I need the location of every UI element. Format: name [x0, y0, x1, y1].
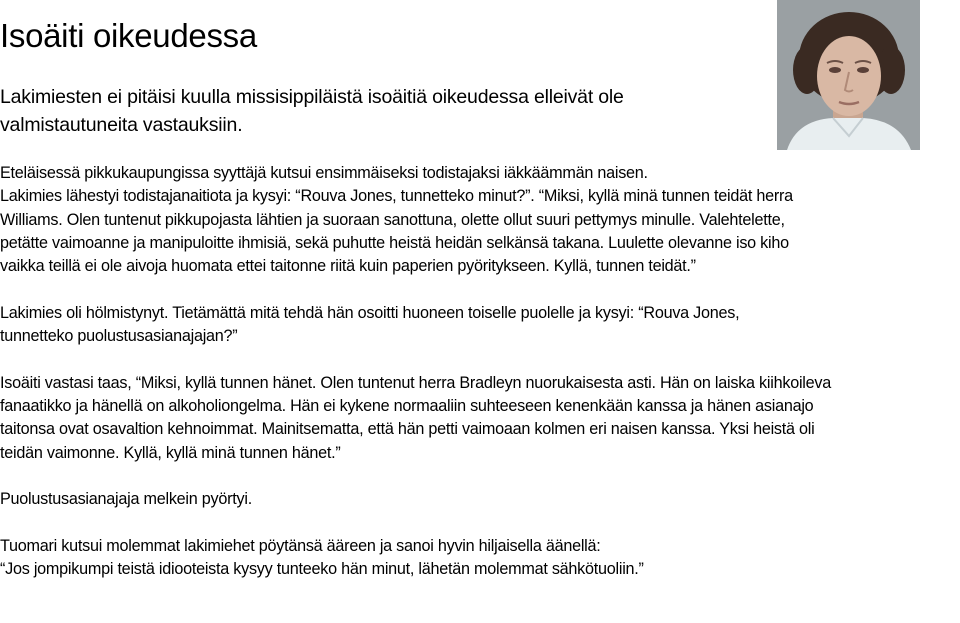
story-body: [0, 162, 958, 605]
text-line: Lakimies oli hölmistynyt. Tietämättä mitä tehdä hän osoitti huoneen toiselle puolelle ja kysyi: “Rouva Jones,: [0, 303, 740, 322]
text-line: Williams. Olen tuntenut pikkupojasta lähtien ja suoraan sanottuna, olette ollut suuri pettymys minulle. Valehtelette,: [0, 210, 785, 229]
paragraph-intro: [0, 162, 958, 278]
grandmother-portrait-illustration: [777, 0, 920, 150]
text-line: Tuomari kutsui molemmat lakimiehet pöytänsä ääreen ja sanoi hyvin hiljaisella äänellä:: [0, 536, 601, 555]
text-line: “Jos jompikumpi teistä idiooteista kysyy tunteeko hän minut, lähetän molemmat sähkötuoliin.”: [0, 560, 644, 579]
grandmother-photo: [777, 0, 920, 150]
page-title: Isoäiti oikeudessa: [0, 17, 257, 54]
text-line: tunnetteko puolustusasianajajan?”: [0, 327, 238, 346]
paragraph-judge: [0, 535, 958, 582]
text-line: vaikka teillä ei ole aivoja huomata ettei taitonne riitä kuin paperien pyöritykseen. Kyllä, tunnen teidät.”: [0, 257, 696, 276]
right-eye: [857, 67, 869, 73]
text-line: Lakimies lähestyi todistajanaitiota ja kysyi: “Rouva Jones, tunnetteko minut?”. “Miksi, kyllä minä tunnen teidät herra: [0, 187, 793, 206]
text-line: Puolustusasianajaja melkein pyörtyi.: [0, 490, 252, 509]
text-line: teidän vaimonne. Kyllä, kyllä minä tunnen hänet.”: [0, 443, 341, 462]
text-line: taitonsa ovat osavaltion kehnoimmat. Mainitsematta, että hän petti vaimoaan kolmen eri naisen kanssa. Yksi heistä oli: [0, 420, 815, 439]
hair-left: [793, 46, 821, 94]
paragraph-grandma-answer: [0, 372, 958, 465]
text-line: Eteläisessä pikkukaupungissa syyttäjä kutsui ensimmäiseksi todistajaksi iäkkäämmän naisen.: [0, 164, 648, 182]
text-line: fanaatikko ja hänellä on alkoholiongelma. Hän ei kykene normaaliin suhteeseen kenenkään kanssa ja hänen asianajo: [0, 396, 814, 415]
text-line: Isoäiti vastasi taas, “Miksi, kyllä tunnen hänet. Olen tuntenut herra Bradleyn nuorukaisesta asti. Hän on laiska kiihkoileva: [0, 373, 831, 392]
paragraph-defense-faints: [0, 488, 958, 511]
hair-right: [877, 46, 905, 94]
left-eye: [829, 67, 841, 73]
paragraph-lawyer-stunned: [0, 302, 958, 349]
text-line: petätte vaimoanne ja manipuloitte ihmisiä, sekä puhutte heistä heidän selkänsä takana. Luulette olevanne iso kiho: [0, 233, 789, 252]
lead-paragraph: Lakimiesten ei pitäisi kuulla missisippiläistä isoäitiä oikeudessa elleivät ole valmistautuneita vastauksiin.: [0, 86, 624, 136]
